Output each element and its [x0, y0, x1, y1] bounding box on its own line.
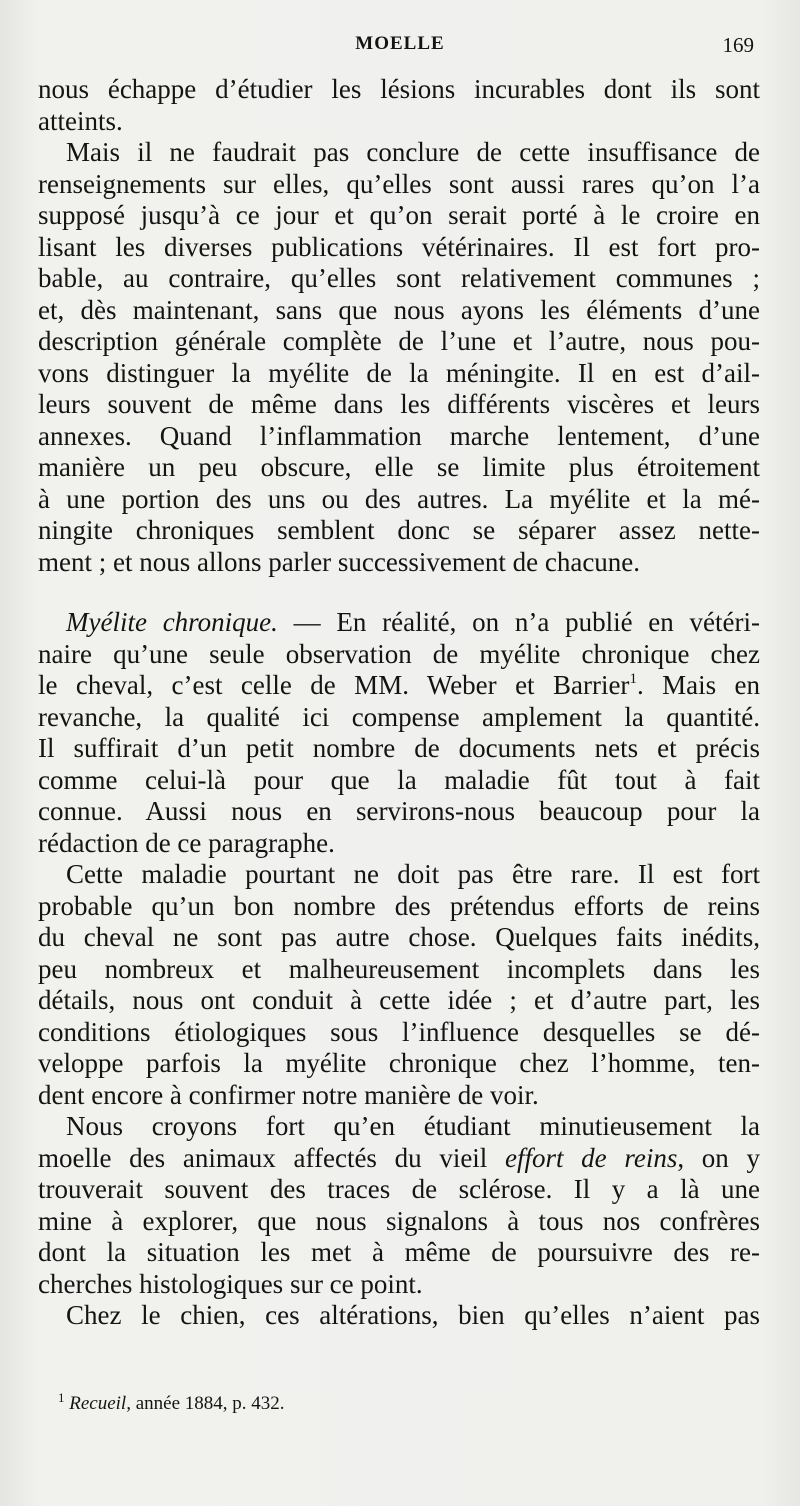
paragraph-gap [38, 578, 760, 607]
text-line: dent encore à confirmer notre manière de voir. [38, 1079, 539, 1110]
text-line: revanche, la qualité ici compense amplement la quantité. [38, 701, 760, 732]
text-line: rédaction de ce paragraphe. [38, 827, 335, 858]
text-line: vons distinguer la myélite de la méningite. Il en est d’ail- [38, 357, 760, 388]
text-line: annexes. Quand l’inflammation marche lentement, d’une [38, 420, 760, 451]
text-line: manière un peu obscure, elle se limite plus étroitement [38, 452, 760, 482]
text-line: probable qu’un bon nombre des prétendus efforts de reins [38, 890, 760, 921]
text-line: Cette maladie pourtant ne doit pas être rare. Il est fort [66, 859, 760, 889]
footnote-mark: 1 [58, 1390, 65, 1405]
line-start: moelle des animaux affectés du vieil [38, 1142, 505, 1173]
text-line: à une portion des uns ou des autres. La myélite et la mé- [38, 483, 760, 514]
text-line: cherches histologiques sur ce point. [38, 1268, 423, 1299]
text-line: leurs souvent de même dans les différents viscères et leurs [38, 389, 760, 419]
text-line: renseignements sur elles, qu’elles sont aussi rares qu’on l’a [38, 168, 760, 199]
paragraph [38, 1111, 760, 1300]
text-line: conditions étiologiques sous l’influence desquelles se dé- [38, 1016, 760, 1047]
ref-line-tail: . Mais en [636, 670, 761, 700]
text-line: peu nombreux et malheureusement incomplets dans les [38, 953, 760, 984]
text-line: et, dès maintenant, sans que nous ayons les éléments d’une [38, 294, 760, 325]
text-line: Mais il ne faudrait pas conclure de cette insuffisance de [66, 137, 760, 167]
paragraph [38, 137, 760, 578]
text-line: mine à explorer, que nous signalons à tous nos confrères [38, 1205, 760, 1236]
footnote-ref-mark[interactable]: 1 [629, 671, 637, 687]
body-text [38, 74, 760, 1332]
paragraph [38, 859, 760, 1111]
text-line: trouverait souvent des traces de sclérose. Il y a là une [38, 1174, 760, 1204]
text-line: supposé jusqu’à ce jour et qu’on serait porté à le croire en [38, 200, 760, 230]
text-line: lisant les diverses publications vétérinaires. Il est fort pro- [38, 231, 760, 262]
text-line: atteints. [38, 105, 123, 136]
text-line: Il suffirait d’un petit nombre de documents nets et précis [38, 733, 760, 763]
text-line: ment ; et nous allons parler successivement de chacune. [38, 546, 641, 577]
text-line: naire qu’une seule observation de myélite chronique chez [38, 638, 760, 669]
footnote-details: année 1884, p. 432. [130, 1393, 285, 1414]
text-line [38, 607, 760, 639]
page-number: 169 [722, 33, 754, 57]
footnote-source: Recueil, [69, 1393, 131, 1414]
ref-line-text: le cheval, c’est celle de MM. Weber et Barrier [38, 670, 630, 700]
heading-rest: — En réalité, on n’a publié en vétéri- [277, 607, 760, 637]
running-head: MOELLE [355, 33, 445, 54]
italic-term: effort de reins [505, 1142, 678, 1173]
text-line: Nous croyons fort qu’en étudiant minutieusement la [66, 1111, 760, 1141]
line-end: , on y [677, 1142, 760, 1173]
text-line: veloppe parfois la myélite chronique chez l’homme, ten- [38, 1048, 760, 1078]
text-line: du cheval ne sont pas autre chose. Quelques faits inédits, [38, 922, 760, 952]
text-line: nous échappe d’étudier les lésions incurables dont ils sont [38, 74, 760, 104]
paragraph [38, 1300, 760, 1332]
text-line: Chez le chien, ces altérations, bien qu’elles n’aient pas [66, 1300, 760, 1330]
text-line: comme celui-là pour que la maladie fût tout à fait [38, 764, 760, 795]
text-line [38, 1143, 760, 1175]
section-heading: Myélite chronique. [66, 607, 278, 637]
text-line: description générale complète de l’une et l’autre, nous pou- [38, 326, 760, 356]
text-line [38, 670, 760, 702]
paragraph [38, 607, 760, 859]
paragraph [38, 74, 760, 137]
text-line: détails, nous ont conduit à cette idée ; et d’autre part, les [38, 985, 760, 1015]
text-line: ningite chroniques semblent donc se séparer assez nette- [38, 515, 760, 545]
text-line: bable, au contraire, qu’elles sont relativement communes ; [38, 263, 760, 293]
page-header [38, 33, 762, 63]
text-line: dont la situation les met à même de poursuivre des re- [38, 1237, 760, 1267]
text-line: connue. Aussi nous en servirons-nous beaucoup pour la [38, 796, 760, 826]
footnote [58, 1390, 285, 1415]
